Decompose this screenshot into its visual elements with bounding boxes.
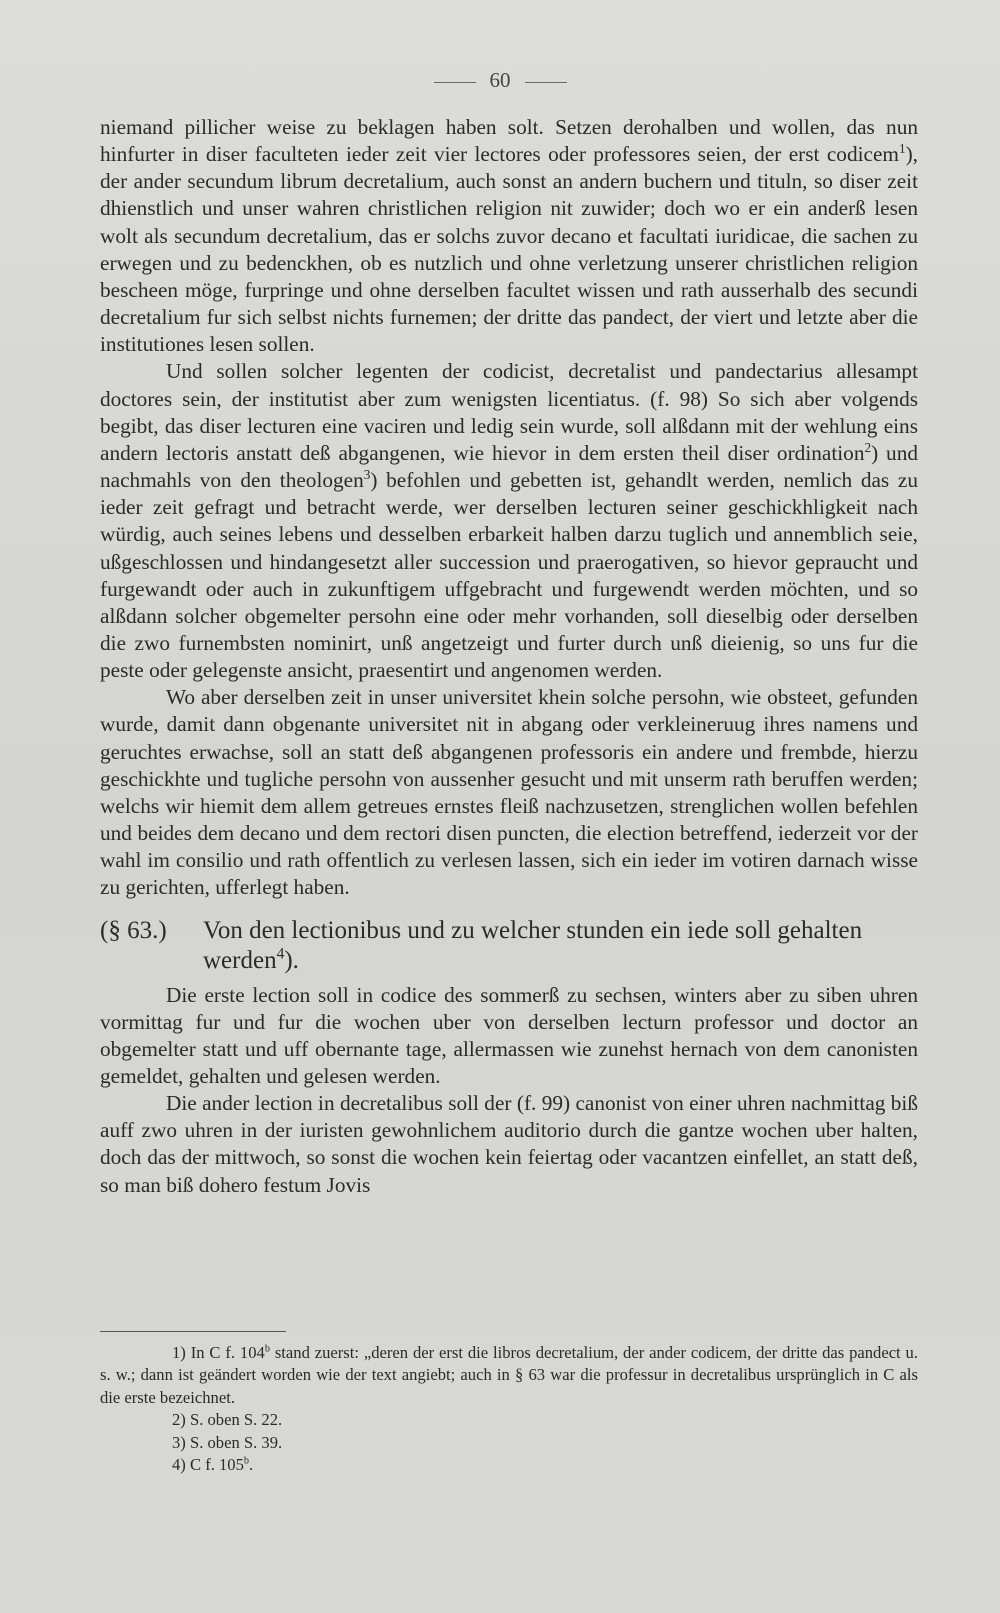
footnote-4: 4) C f. 105$^b$. xyxy=(172,1455,254,1475)
page-header xyxy=(0,68,1000,93)
footnote-1: 1) In C f. 104$^b$ stand zuerst: „deren der erst die libros decretalium, der ander codicem, der dritte das pandect u. s. w.; dann ist geändert worden wie der text angiebt; auch in § 63 war die professur in decretalibus ursprünglich in C als die erste bezeichnet. xyxy=(100,1343,918,1407)
section-number: (§ 63.) xyxy=(100,916,167,944)
footnotes xyxy=(100,1342,918,1476)
header-rule-right xyxy=(525,82,567,83)
footnote-mark-2: 2 xyxy=(864,439,872,455)
section-heading xyxy=(100,916,918,976)
page-number: 60 xyxy=(489,68,511,92)
footnote-mark-4: 4 xyxy=(276,945,285,963)
paragraph-4: Die erste lection soll in codice des sommerß zu sechsen, winters aber zu siben uhren vormittag fur und fur die wochen uber von derselben lecturn professor und doctor an obgemelter statt und uff obernante tage, allermassen wie zunehst hernach von dem canonisten gemeldet, gehalten und gelesen werden. xyxy=(100,982,918,1088)
footnote-2: 2) S. oben S. 22. xyxy=(172,1410,283,1430)
section-title: Von den lectionibus und zu welcher stunden ein iede soll gehalten werden$^4$). xyxy=(203,916,863,974)
paragraph-5: Die ander lection in decretalibus soll der (f. 99) canonist von einer uhren nachmittag biß auff zwo uhren in der iuristen gewohnlichem auditorio durch die gantze wochen uber halten, doch das der mittwoch, so sonst die wochen kein feiertag oder vacantzen einfellet, an statt deß, so man biß dohero festum Jovis xyxy=(100,1091,918,1197)
paragraph-3: Wo aber derselben zeit in unser universitet khein solche persohn, wie obsteet, gefunden wurde, damit dann obgenante universitet nit in abgang oder verkleineruug ihres namens und geruchtes erwachse, soll an statt deß abgangenen professoris ein andere und frembde, hierzu geschickhte und tugliche persohn von aussenher gesucht und mit unserm rath beruffen werden; welchs wir hiemit dem allem getreues ernstes fleiß nachzusetzen, strenglichen wollen befehlen und beides dem decano und dem rectori disen puncten, die election betreffend, iederzeit vor der wahl im consilio und rath offentlich zu verlesen lassen, sich ein ieder im votiren darnach wisse zu gerichten, ufferlegt haben. xyxy=(100,685,918,900)
main-text xyxy=(100,114,918,1199)
footnote-mark-1: 1 xyxy=(898,141,906,157)
paragraph-2: Und sollen solcher legenten der codicist, decretalist und pandectarius allesampt doctores sein, der institutist aber zum wenigsten licentiatus. (f. 98) So sich aber volgends begibt, das diser lecturen eine vaciren und ledig sein wurde, soll alßdann mit der wehlung eins andern lectoris anstatt deß abgangenen, wie hievor in dem ersten theil diser ordination$^2$) und nachmahls von den theologen$^3$) befohlen und gebetten ist, gehandlt werden, nemlich das zu ieder zeit gefragt und betracht werde, wer derselben lecturen seiner geschickhligkeit nach würdig, auch seines lebens und desselben erbarkeit halben darzu tuglich und annemblich seie, ußgeschlossen und hindangesetzt aller succession und praerogativen, so hievor gepraucht und furgewandt oder auch in zukunftigem uffgebracht und furgewendt werden möchten, und so alßdann solcher obgemelter persohn eine oder mehr vorhanden, soll dieselbig oder derselben die zwo furnembsten nominirt, unß angetzeigt und furter durch unß dieienig, so uns fur die peste oder gelegenste ansicht, praesentirt und angenomen werden. xyxy=(100,359,918,683)
paragraph-1: niemand pillicher weise zu beklagen haben solt. Setzen derohalben und wollen, das nun hinfurter in diser faculteten ieder zeit vier lectores oder professores seien, der erst codicem$^1$), der ander secundum librum decretalium, auch sonst an andern buchern und tituln, so diser zeit dhienstlich und unser wahren christlichen religion nit zuwider; doch wo er ein anderß lesen wolt als secundum decretalium, das er solchs zuvor decano et facultati iuridicae, die sachen zu erwegen und zu bedenckhen, ob es nutzlich und ohne verletzung unserer christlichen religion bescheen möge, furpringe und ohne derselben facultet wissen und rath ausserhalb des secundi decretalium fur sich selbst nichts furnemen; der dritte das pandect, der viert und letzte aber die institutiones lesen sollen. xyxy=(100,115,918,357)
footnote-rule xyxy=(100,1331,286,1332)
header-rule-left xyxy=(434,82,476,83)
footnote-3: 3) S. oben S. 39. xyxy=(172,1432,283,1452)
footnote-mark-3: 3 xyxy=(363,466,371,482)
